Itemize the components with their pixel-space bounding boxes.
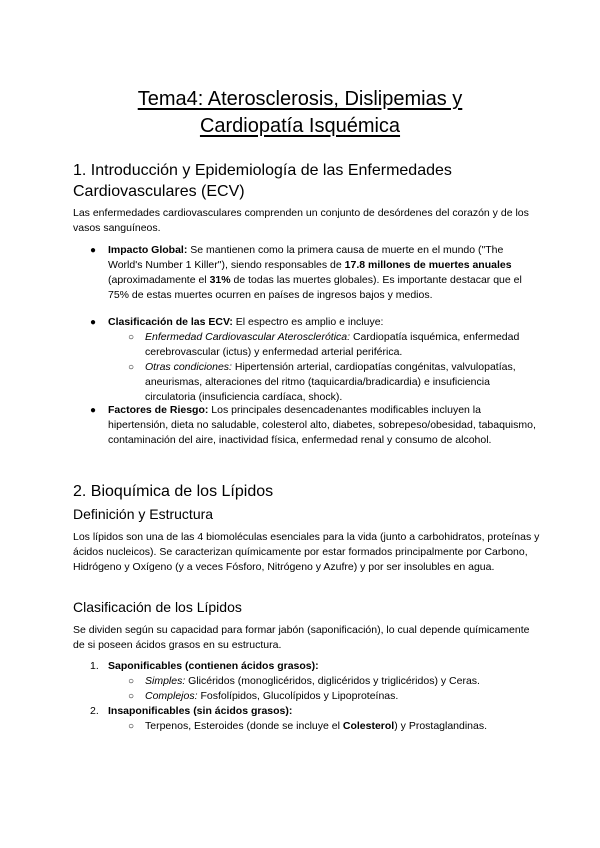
section1-intro: Las enfermedades cardiovasculares comprenden un conjunto de desórdenes del corazón y de los vasos sanguíneos. — [73, 207, 529, 234]
list-item-riesgo — [108, 403, 538, 448]
circle-bullet-icon: ○ — [128, 332, 135, 343]
aterosclerotica-label: Enfermedad Cardiovascular Aterosclerótica: — [145, 331, 351, 343]
riesgo-label: Factores de Riesgo: — [108, 404, 209, 416]
sublist-item-simples — [145, 674, 540, 689]
clasificacion-label: Clasificación de las ECV: — [108, 316, 233, 328]
complejos-text: Fosfolípidos, Glucolípidos y Lipoproteínas. — [197, 690, 399, 702]
simples-label: Simples: — [145, 675, 186, 687]
impacto-text3: de todas las muertes globales). Es importante destacar que el 75% de estas muertes ocurren en países de ingresos bajos y medios. — [108, 274, 522, 301]
list-item-clasificacion — [108, 315, 538, 330]
insaponificables-label: Insaponificables (sin ácidos grasos): — [108, 705, 293, 717]
sublist-item-otras — [145, 360, 540, 405]
section1-heading-line2: Cardiovasculares (ECV) — [73, 183, 245, 200]
simples-text: Glicéridos (monoglicéridos, diglicéridos y triglicéridos) y Ceras. — [185, 675, 480, 687]
section1-heading-line1: 1. Introducción y Epidemiología de las Enfermedades — [73, 162, 452, 179]
clasificacion-text: El espectro es amplio e incluye: — [232, 316, 384, 328]
colesterol-bold: Colesterol — [342, 720, 395, 732]
sublist-item-complejos — [145, 689, 540, 704]
impacto-bold1: 17.8 millones de muertes anuales — [344, 259, 512, 271]
definicion-heading: Definición y Estructura — [73, 506, 214, 522]
circle-bullet-icon: ○ — [128, 362, 135, 373]
list-item-saponificables — [108, 659, 538, 674]
circle-bullet-icon: ○ — [128, 691, 135, 702]
doc-title-line2: Cardiopatía Isquémica — [199, 115, 401, 137]
impacto-text1: Se mantienen como la primera causa de muerte en el mundo ("The World's Number 1 Killer"), siendo responsables de — [108, 244, 504, 271]
complejos-label: Complejos: — [145, 690, 198, 702]
doc-title-line1: Tema4: Aterosclerosis, Dislipemias y — [137, 88, 463, 110]
bullet-icon: ● — [90, 405, 97, 416]
list-item-impacto — [108, 243, 538, 303]
sublist-item-terpenos — [145, 719, 540, 734]
bullet-icon: ● — [90, 245, 97, 256]
clasificacion-lipidos-heading: Clasificación de los Lípidos — [73, 599, 242, 615]
riesgo-text: Los principales desencadenantes modificables incluyen la hipertensión, dieta no saludable, colesterol alto, diabetes, sobrepeso/obesidad, tabaquismo, contaminación del aire, inactividad física, enfermedad renal y consumo de alcohol. — [108, 404, 536, 446]
otras-text: Hipertensión arterial, cardiopatías congénitas, valvulopatías, aneurismas, alteraciones del ritmo (taquicardia/bradicardia) e insuficiencia circulatoria (insuficiencia cardíaca, shock). — [145, 361, 516, 403]
list-number: 2. — [90, 705, 99, 717]
bullet-icon: ● — [90, 317, 97, 328]
otras-label: Otras condiciones: — [145, 361, 232, 373]
circle-bullet-icon: ○ — [128, 721, 135, 732]
list-number: 1. — [90, 660, 99, 672]
impacto-bold2: 31% — [209, 274, 231, 286]
section1-heading — [73, 160, 543, 202]
saponificables-label: Saponificables (contienen ácidos grasos): — [108, 660, 319, 672]
impacto-label: Impacto Global: — [108, 244, 188, 256]
sublist-item-aterosclerotica — [145, 330, 540, 360]
terpenos-text1: Terpenos, Esteroides (donde se incluye el — [145, 720, 343, 732]
circle-bullet-icon: ○ — [128, 676, 135, 687]
list-item-insaponificables — [108, 704, 538, 719]
definicion-text: Los lípidos son una de las 4 biomoléculas esenciales para la vida (junto a carbohidratos, proteínas y ácidos nucleicos). Se caracterizan químicamente por estar formados principalmente por Carbono, Hidrógeno y Oxígeno (y a veces Fósforo, Nitrógeno y Azufre) y por ser insolubles en agua. — [73, 531, 540, 573]
terpenos-text2: ) y Prostaglandinas. — [394, 720, 488, 732]
section2-heading: 2. Bioquímica de los Lípidos — [73, 483, 274, 500]
clasificacion-lipidos-text: Se dividen según su capacidad para formar jabón (saponificación), lo cual depende químicamente de si poseen ácidos grasos en su estructura. — [73, 624, 530, 651]
aterosclerotica-text: Cardiopatía isquémica, enfermedad cerebrovascular (ictus) y enfermedad arterial periférica. — [145, 331, 520, 358]
impacto-text2: (aproximadamente el — [108, 274, 210, 286]
